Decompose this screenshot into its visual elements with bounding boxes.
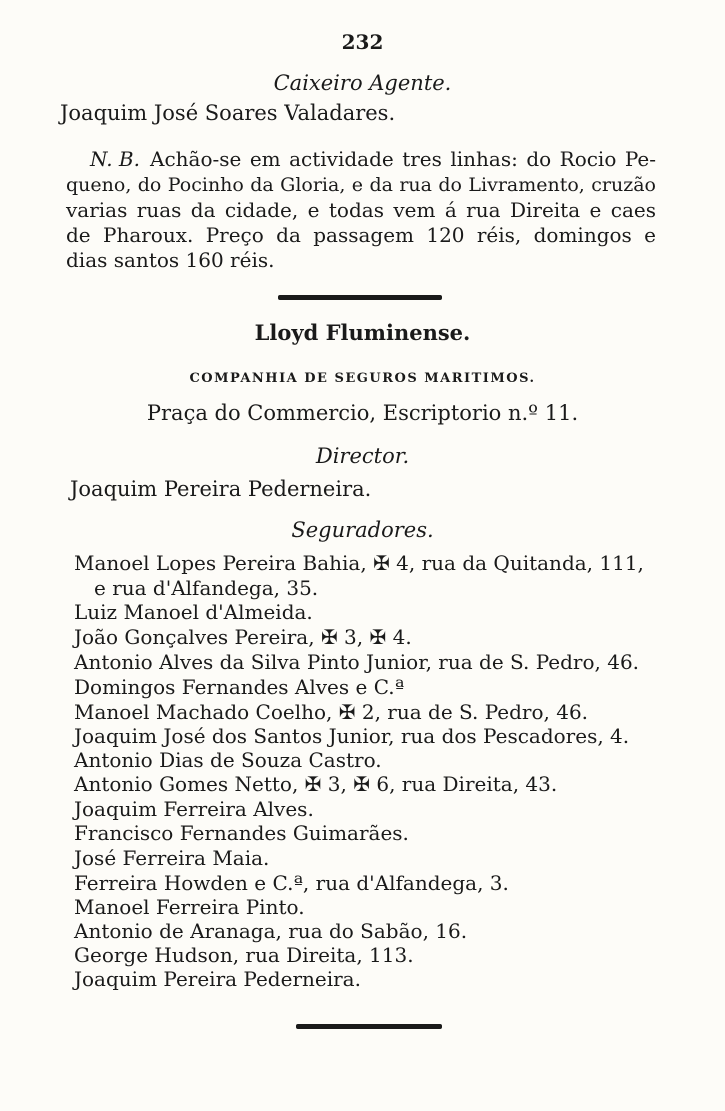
company-subtitle: COMPANHIA DE SEGUROS MARITIMOS. bbox=[189, 371, 536, 386]
insurer-line: Antonio Alves da Silva Pinto Junior, rua de S. Pedro, 46. bbox=[74, 650, 640, 674]
insurer-line: Antonio Gomes Netto, ✠ 3, ✠ 6, rua Direita, 43. bbox=[74, 772, 558, 796]
insurer-line: Antonio de Aranaga, rua do Sabão, 16. bbox=[74, 919, 468, 943]
insurer-line: George Hudson, rua Direita, 113. bbox=[74, 943, 414, 967]
note-line-1: Achão-se em actividade tres linhas: do Rocio Pe- bbox=[150, 147, 656, 171]
insurer-line: Manoel Machado Coelho, ✠ 2, rua de S. Pedro, 46. bbox=[74, 700, 589, 724]
insurer-line: Joaquim Pereira Pederneira. bbox=[74, 967, 361, 991]
insurer-line: Luiz Manoel d'Almeida. bbox=[74, 600, 313, 624]
insurers-label: Seguradores. bbox=[291, 518, 434, 542]
note-line-5: dias santos 160 réis. bbox=[66, 248, 275, 272]
insurer-line: Joaquim Ferreira Alves. bbox=[74, 797, 314, 821]
page-number: 232 bbox=[341, 30, 384, 54]
insurer-line: Joaquim José dos Santos Junior, rua dos Pescadores, 4. bbox=[74, 724, 630, 748]
insurer-line: João Gonçalves Pereira, ✠ 3, ✠ 4. bbox=[74, 625, 412, 649]
agent-name: Joaquim José Soares Valadares. bbox=[60, 101, 396, 125]
insurer-line: José Ferreira Maia. bbox=[74, 846, 270, 870]
note-line-4: de Pharoux. Preço da passagem 120 réis, domingos e bbox=[66, 223, 656, 247]
company-address: Praça do Commercio, Escriptorio n.º 11. bbox=[146, 401, 579, 425]
insurer-line: Francisco Fernandes Guimarães. bbox=[74, 821, 409, 845]
insurer-line: Domingos Fernandes Alves e C.ª bbox=[74, 675, 405, 699]
insurer-line: Antonio Dias de Souza Castro. bbox=[74, 748, 382, 772]
insurer-line: Ferreira Howden e C.ª, rua d'Alfandega, 3. bbox=[74, 871, 509, 895]
insurer-line: Manoel Lopes Pereira Bahia, ✠ 4, rua da Quitanda, 111, bbox=[74, 551, 644, 575]
company-title: Lloyd Fluminense. bbox=[254, 320, 471, 345]
insurer-line: Manoel Ferreira Pinto. bbox=[74, 895, 305, 919]
section-heading-caixeiro: Caixeiro Agente. bbox=[273, 71, 452, 95]
director-label: Director. bbox=[315, 444, 410, 468]
note-line-2: queno, do Pocinho da Gloria, e da rua do Livramento, cruzão bbox=[66, 174, 656, 196]
section-divider-bottom bbox=[296, 1024, 442, 1029]
section-divider-top bbox=[278, 295, 442, 300]
note-label: N. B. bbox=[90, 147, 140, 171]
director-name: Joaquim Pereira Pederneira. bbox=[70, 477, 372, 501]
insurer-line: e rua d'Alfandega, 35. bbox=[94, 576, 319, 600]
note-line-3: varias ruas da cidade, e todas vem á rua Direita e caes bbox=[66, 198, 656, 222]
